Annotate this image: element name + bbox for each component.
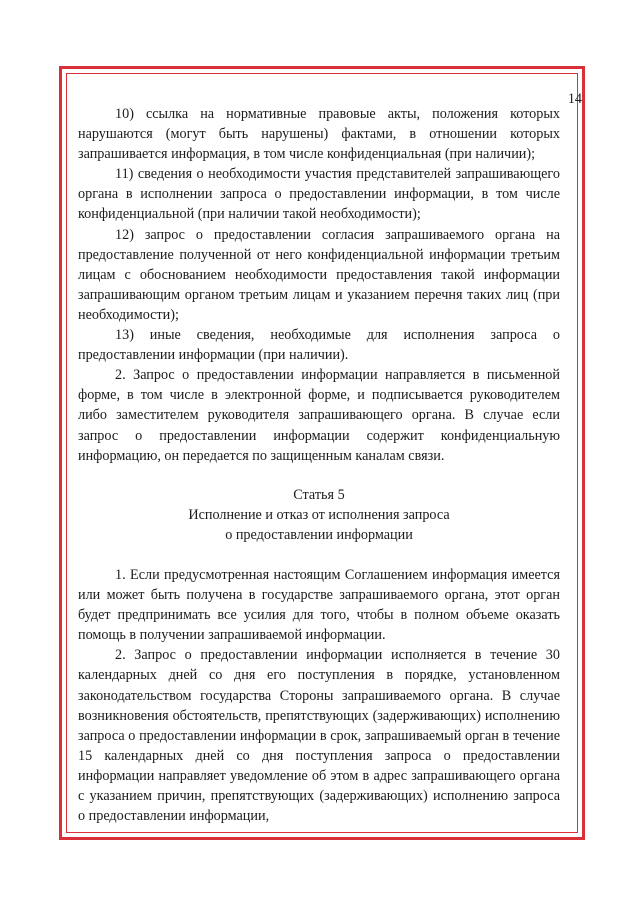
list-item-12: 12) запрос о предоставлении согласия запрашиваемого органа на предоставление полученной от него конфиденциальной информации третьим лицам с обоснованием необходимости предоставления такой информации запрашивающим органом третьим лицам и указанием перечня таких лиц (при необходимости); [78, 226, 560, 323]
page-number: 14 [567, 91, 582, 107]
list-item-10: 10) ссылка на нормативные правовые акты, положения которых нарушаются (могут быть нарушены) фактами, в отношении которых запрашивается информация, в том числе конфиденциальная (при наличии); [78, 106, 560, 163]
article-number: Статья 5 [293, 486, 345, 503]
article-title-line-1: Исполнение и отказ от исполнения запроса [188, 506, 450, 523]
list-item-13: 13) иные сведения, необходимые для исполнения запроса о предоставлении информации (при наличии). [78, 327, 560, 364]
article-clause-1: 1. Если предусмотренная настоящим Соглашением информация имеется или может быть получена в государстве запрашиваемого органа, этот орган будет предпринимать все усилия для того, чтобы в полном объеме оказать помощь в получении запрашиваемой информации. [78, 566, 560, 644]
article-heading [78, 485, 560, 545]
clause-2: 2. Запрос о предоставлении информации направляется в письменной форме, в том числе в электронной форме, и подписывается руководителем либо заместителем руководителя запрашивающего органа. В случае если запрос о предоставлении информации содержит конфиденциальную информацию, он передается по защищенным каналам связи. [78, 367, 560, 464]
document-body [78, 104, 560, 826]
article-clause-2: 2. Запрос о предоставлении информации исполняется в течение 30 календарных дней со дня его поступления в порядке, установленном законодательством государства Стороны запрашиваемого органа. В случае возникновения обстоятельств, препятствующих (задерживающих) исполнению запроса о предоставлении информации в срок, запрашиваемый орган в течение 15 календарных дней со дня поступления запроса о предоставлении информации направляет уведомление об этом в адрес запрашивающего органа с указанием причин, препятствующих (задерживающих) исполнению запроса о предоставлении информации, [78, 647, 560, 825]
list-item-11: 11) сведения о необходимости участия представителей запрашивающего органа в исполнении запроса о предоставлении информации, в том числе конфиденциальной (при наличии такой необходимости); [78, 166, 560, 223]
article-title-line-2: о предоставлении информации [225, 526, 413, 543]
